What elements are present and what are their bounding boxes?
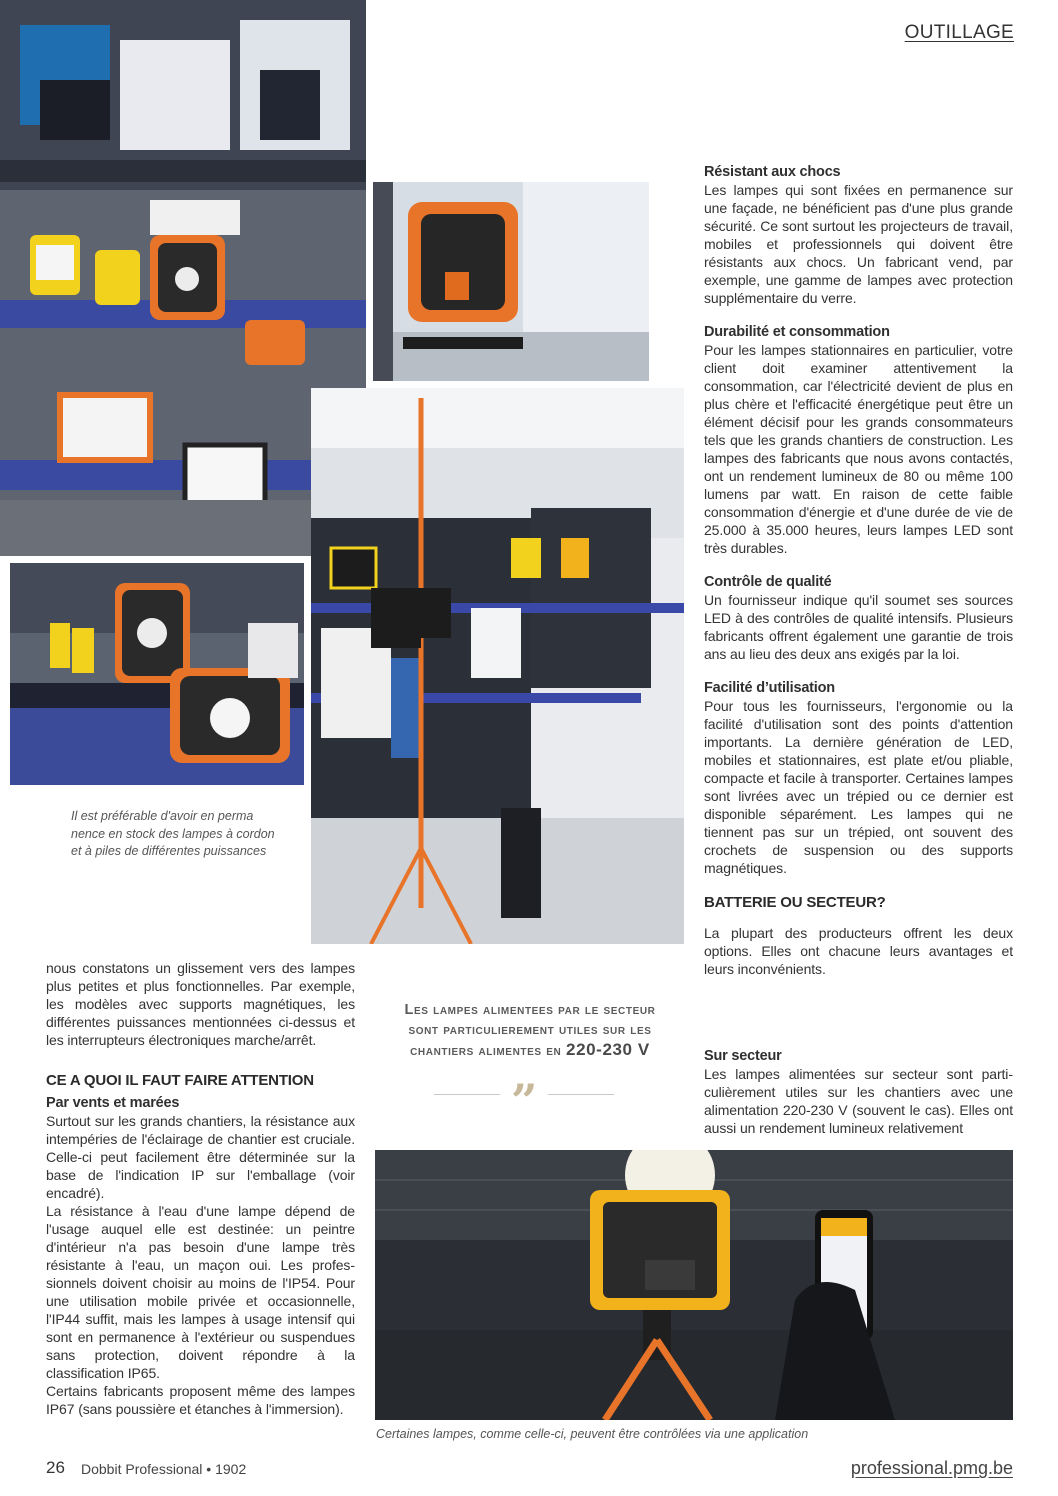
section-tag: OUTILLAGE [904,22,1014,43]
store-aisle-photo [311,388,684,944]
pull-quote-line-2: sont particulierement utiles sur les [408,1022,652,1038]
heading-controle: Contrôle de qualité [704,574,832,590]
heading-vents: Par vents et marées [46,1095,180,1111]
pull-quote-line-3: chantiers alimentes en [410,1043,562,1059]
photo-caption-left: Il est préférable d'avoir en perma nence en stock des lampes à cordon et à piles de différentes puissances [71,809,275,858]
warehouse-lamp-photo [375,1150,1013,1420]
para-sur-secteur: Les lampes alimentées sur secteur sont particulièrement utiles sur les chantiers avec une alimentation 220-230 V (souvent le cas). Elles ont aussi un rendement lumineux relativement [704,1066,1013,1136]
left-column [46,959,355,1418]
para-resistance-eau: La résistance à l'eau d'une lampe dépend de l'usage auquel elle est destinée: un peintre d'intérieur n'a pas besoin d'une lampe très résistante à l'eau, un maçon oui. Les professionnels doivent choisir au moins de l'IP54. Pour une utilisation mobile privée et occasionnelle, l'IP44 suffit, mais les lampes à usage intensif qui sont en permanence à l'extérieur ou suspendues sans protection, doivent répondre à la classification IP65. [46,1203,355,1381]
pull-quote-voltage: 220-230 V [566,1040,650,1059]
pull-quote-line-1: Les lampes alimentees par le secteur [404,1002,656,1018]
para-glissement: nous constatons un glissement vers des lampes plus petites et plus fonctionnelles. Par exemple, les modèles avec supports magnétiques, les différentes puissances mentionnées ci-dessus et les interrupteurs électroniques marche/arrêt. [46,960,355,1048]
heading-facilite: Facilité d’utilisation [704,680,835,696]
right-bottom-column [704,1047,1013,1137]
publisher-url-link[interactable]: professional.pmg.be [850,1458,1013,1478]
para-ip67: Certains fabricants proposent même des lampes IP67 (sans poussière et étanches à l'immersion). [46,1383,355,1417]
quote-rule-left [434,1094,500,1095]
heading-batterie: BATTERIE OU SECTEUR? [704,894,886,911]
pull-quote [380,1000,680,1061]
cob-lamps-photo [10,563,304,785]
para-resistant: Les lampes qui sont fixées en permanence sur une façade, ne bénéficient pas d'une plus grande sécurité. Ce sont surtout les projecteurs de travail, mobiles et professionnels qui doivent être résistants aux chocs. Un fabricant vend, par exemple, une gamme de lampes avec protection supplémentaire du verre. [704,182,1013,306]
heading-sur-secteur: Sur secteur [704,1048,782,1064]
publication-name: Dobbit Professional • 1902 [81,1461,247,1477]
para-batterie: La plupart des producteurs offrent les deux options. Elles ont chacune leurs avantages et leurs inconvénients. [704,925,1013,977]
photo-caption-bottom: Certaines lampes, comme celle-ci, peuvent être contrôlées via une application [376,1427,809,1441]
quote-mark-icon: ” [511,1074,538,1128]
orange-lamp-photo [373,182,649,381]
heading-attention: CE A QUOI IL FAUT FAIRE ATTENTION [46,1072,314,1089]
para-controle: Un fournisseur indique qu'il soumet ses sources LED à des contrôles de qualité intensifs. Plusieurs fabricants offrent également une garantie de trois ans au lieu des deux ans exigés par la loi. [704,592,1013,662]
heading-durabilite: Durabilité et consommation [704,324,890,340]
para-durabilite: Pour les lampes stationnaires en particulier, votre client doit examiner attentivement la consommation, car l'électricité devient de plus en plus chère et l'efficacité énergétique peut être un élément décisif pour les grands consommateurs tels que les grands chantiers de construction. Les lampes des fabricants que nous avons contactés, ont un rendement lumineux de 80 ou même 100 lumens par watt. En raison de cette faible consommation d'énergie et d'une durée de vie de 25.000 à 35.000 heures, leurs lampes LED sont très durables. [704,342,1013,556]
right-column [704,163,1013,978]
para-facilite: Pour tous les fournisseurs, l'ergonomie ou la facilité d'utilisation sont des points d'attention importants. La dernière génération de LED, mobiles et stationnaires, est plate et/ou pliable, compacte et facile à transporter. Certaines lampes sont livrées avec un trépied ou ce dernier est disponible séparément. Les lampes qui ne tiennent pas sur un trépied, ont souvent des crochets de suspension ou des supports magnétiques. [704,698,1013,876]
quote-rule-right [548,1094,614,1095]
heading-resistant: Résistant aux chocs [704,164,841,180]
para-vents: Surtout sur les grands chantiers, la résistance aux intempéries de l'éclairage de chantier est cruciale. Celle-ci peut facilement être déterminée sur la base de l'indication IP sur l'emballage (voir encadré). [46,1113,355,1201]
page-number: 26 [46,1458,65,1477]
